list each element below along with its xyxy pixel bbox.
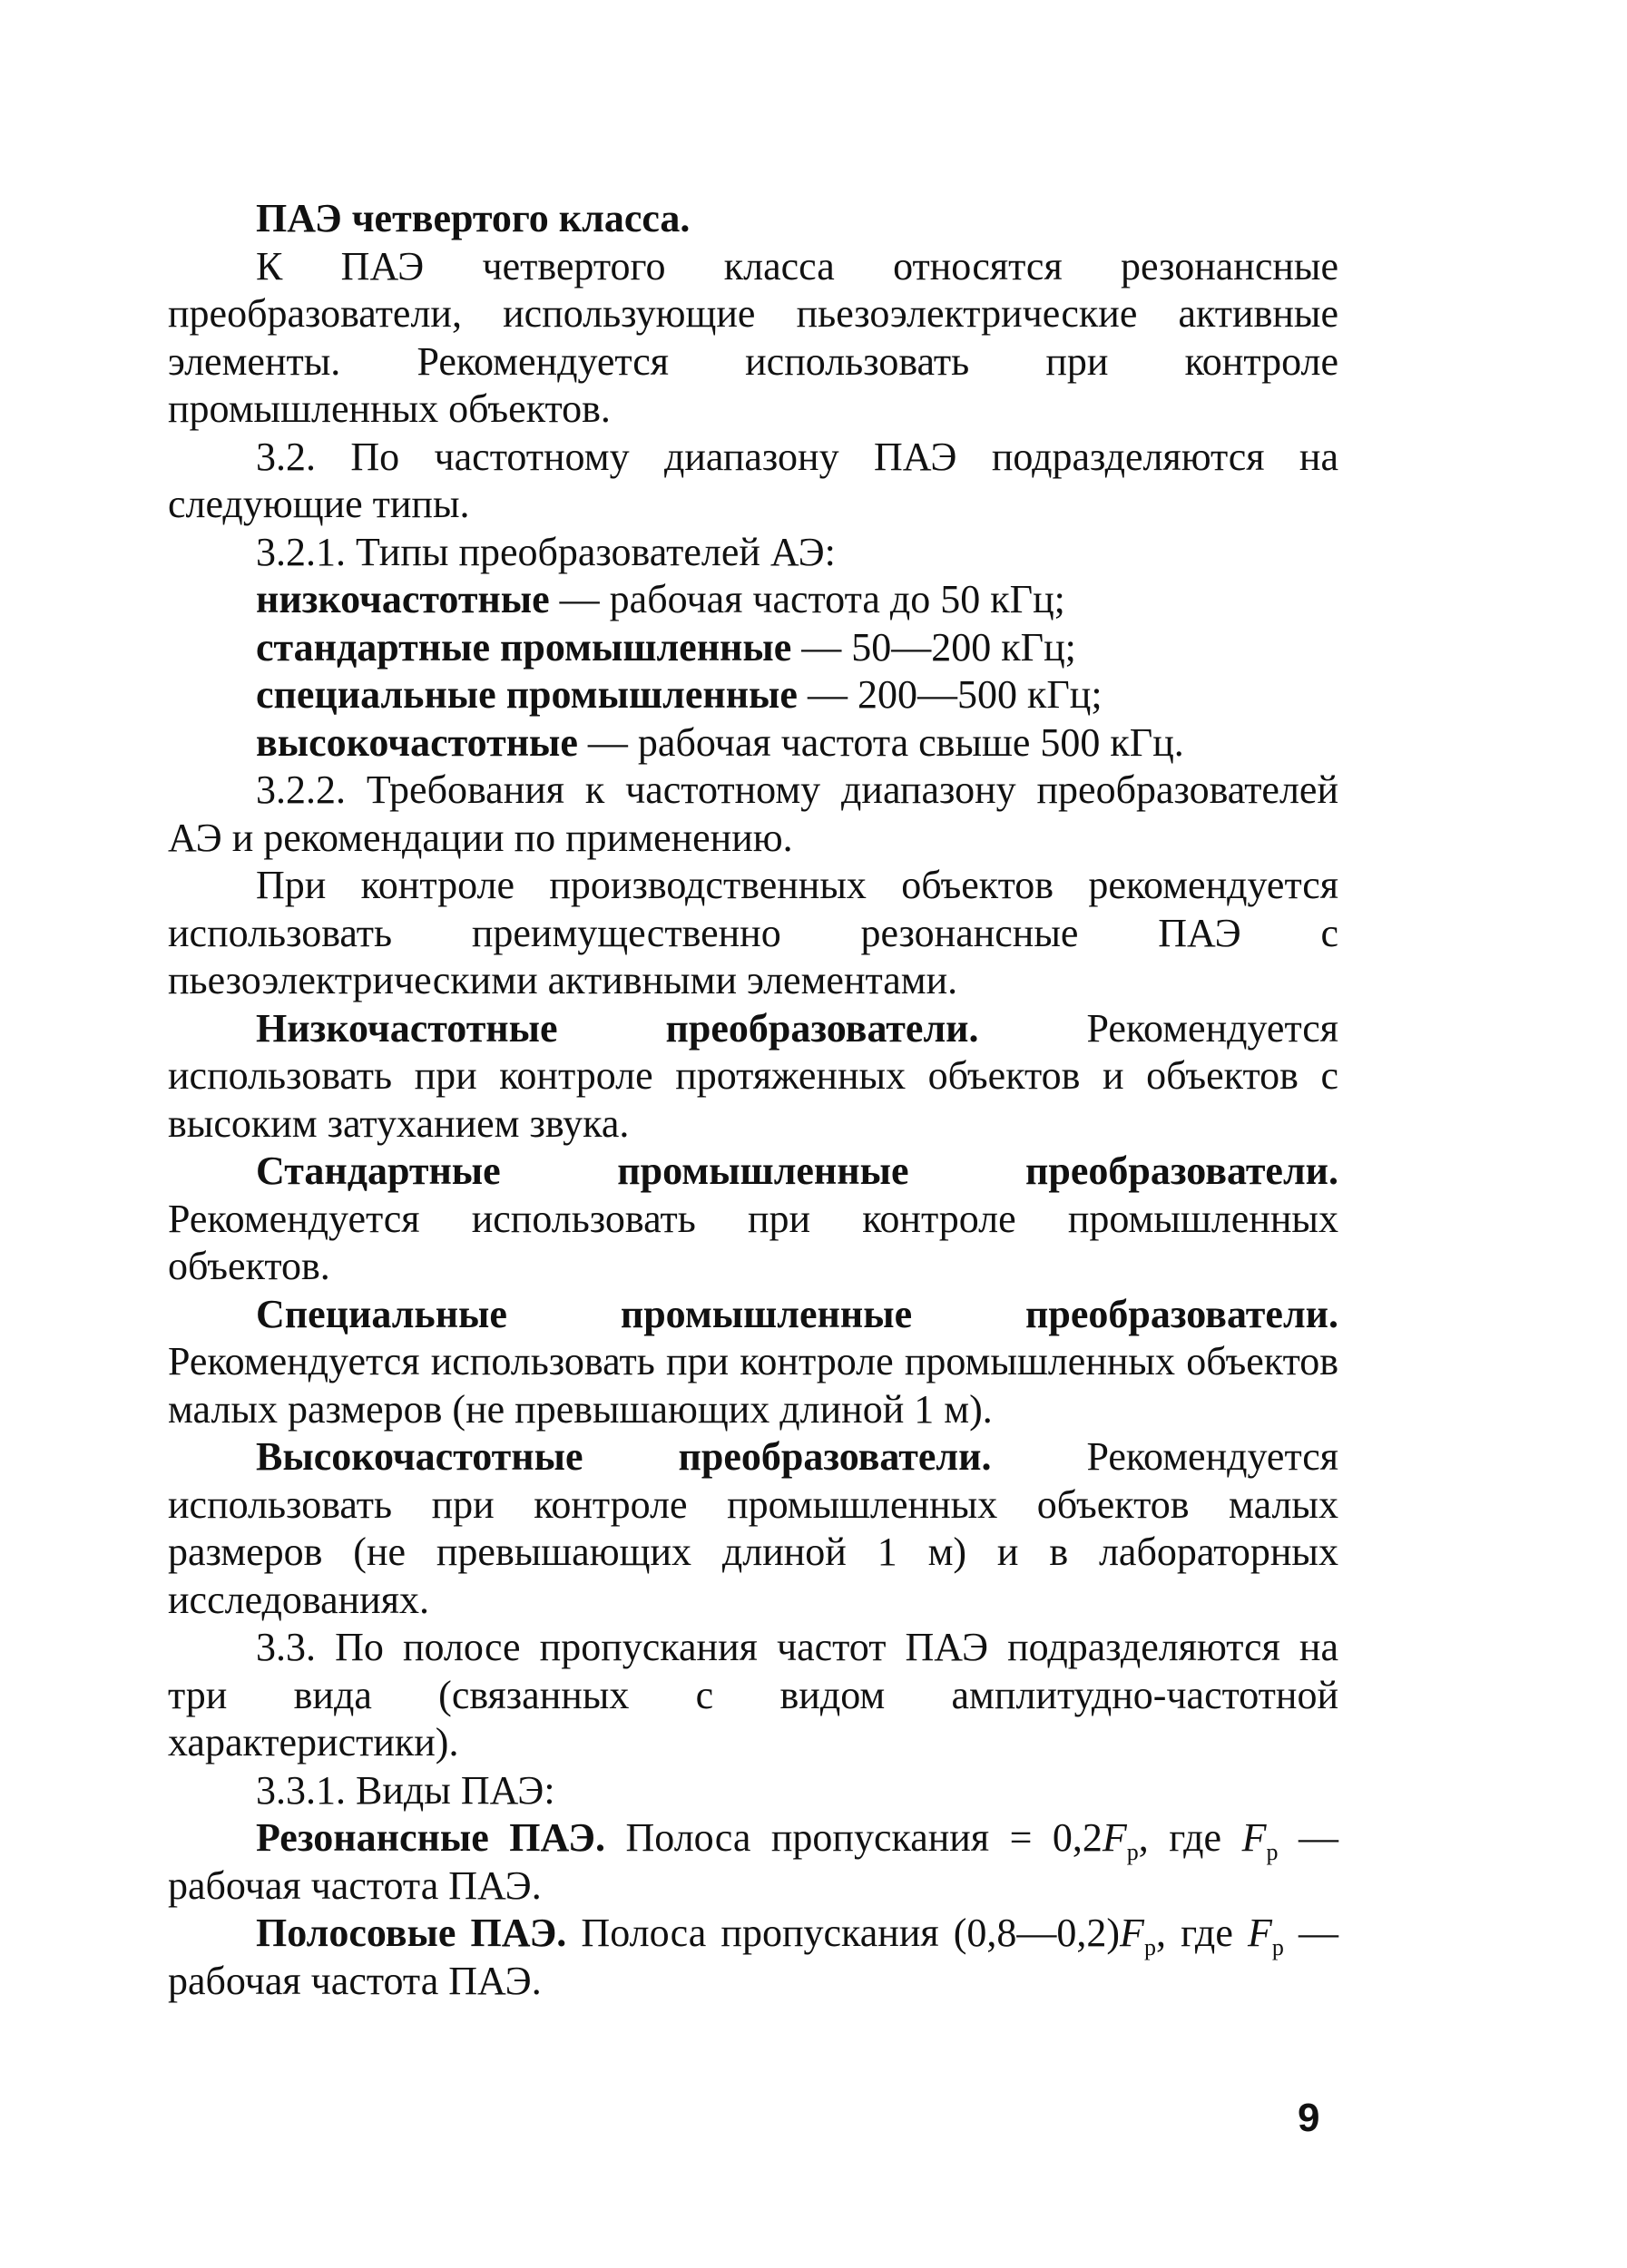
type-term: низкочастотные — [256, 577, 550, 621]
recommendation-term: Низкочастотные преобразователи. — [256, 1005, 979, 1051]
type-item — [168, 671, 1338, 719]
frequency-symbol: F — [1241, 1815, 1267, 1860]
frequency-subscript: р — [1266, 1839, 1279, 1865]
recommendation-desc: Рекомендуется использовать при контроле промышленных объектов. — [168, 1196, 1338, 1288]
paragraph-3-3-1: 3.3.1. Виды ПАЭ: — [256, 1767, 555, 1813]
frequency-symbol: F — [1120, 1911, 1144, 1955]
paragraph-control: При контроле производственных объектов рекомендуется использовать преимущественно резонансные ПАЭ с пьезоэлектрическими активными элементами. — [168, 863, 1338, 1002]
type-desc: — 50—200 кГц; — [791, 624, 1076, 670]
frequency-symbol: F — [1102, 1815, 1127, 1860]
type-desc: — 200—500 кГц; — [797, 672, 1103, 717]
band-text: Полоса пропускания (0,8—0,2) — [566, 1911, 1121, 1955]
resonant-text: , где — [1138, 1815, 1242, 1860]
type-item — [168, 576, 1338, 624]
section-heading: ПАЭ четвертого класса. — [256, 196, 691, 240]
frequency-subscript: р — [1271, 1934, 1284, 1960]
page-number: 9 — [1298, 2096, 1320, 2140]
recommendation-term: Стандартные промышленные преобразователи. — [256, 1149, 1338, 1193]
resonant-text: Полоса пропускания = 0,2 — [604, 1815, 1103, 1860]
paragraph-3-3: 3.3. По полосе пропускания частот ПАЭ подразделяются на три вида (связанных с видом амплитудно-частотной характеристики). — [168, 1625, 1338, 1765]
paragraph-class4: К ПАЭ четвертого класса относятся резонансные преобразователи, использующие пьезоэлектрические активные элементы. Рекомендуется использовать при контроле промышленных объектов. — [168, 243, 1338, 431]
recommendation-item — [168, 1433, 1338, 1624]
type-term: специальные промышленные — [256, 672, 798, 717]
band-pae-paragraph — [168, 1910, 1338, 2005]
type-term: высокочастотные — [256, 719, 578, 765]
paragraph-3-2-1: 3.2.1. Типы преобразователей АЭ: — [256, 529, 836, 574]
band-text: — рабочая частота ПАЭ. — [168, 1911, 1339, 2003]
resonant-pae-paragraph — [168, 1814, 1338, 1910]
resonant-text: — рабочая частота ПАЭ. — [168, 1815, 1339, 1908]
recommendation-desc: Рекомендуется использовать при контроле промышленных объектов малых размеров (не превышающих длиной 1 м). — [168, 1339, 1338, 1432]
frequency-subscript: р — [1143, 1934, 1156, 1960]
recommendation-term: Высокочастотные преобразователи. — [256, 1434, 992, 1479]
recommendation-item — [168, 1148, 1338, 1291]
type-item — [168, 624, 1338, 672]
resonant-term: Резонансные ПАЭ. — [256, 1815, 605, 1860]
type-desc: — рабочая частота свыше 500 кГц. — [577, 719, 1184, 765]
frequency-subscript: р — [1126, 1839, 1139, 1865]
recommendation-desc: Рекомендуется использовать при контроле протяженных объектов и объектов с высоким затуханием звука. — [168, 1005, 1338, 1146]
recommendation-item — [168, 1291, 1338, 1434]
type-term: стандартные промышленные — [256, 624, 792, 670]
type-item — [168, 719, 1338, 767]
recommendation-term: Специальные промышленные преобразователи. — [256, 1291, 1338, 1336]
page-content — [168, 195, 1338, 2005]
paragraph-3-2: 3.2. По частотному диапазону ПАЭ подразделяются на следующие типы. — [168, 434, 1338, 526]
band-text: , где — [1155, 1911, 1248, 1955]
recommendation-item — [168, 1005, 1338, 1149]
paragraph-3-2-2: 3.2.2. Требования к частотному диапазону преобразователей АЭ и рекомендации по применению. — [168, 767, 1338, 860]
type-desc: — рабочая частота до 50 кГц; — [549, 577, 1065, 621]
frequency-symbol: F — [1247, 1911, 1272, 1955]
band-term: Полосовые ПАЭ. — [256, 1911, 567, 1955]
recommendation-desc: Рекомендуется использовать при контроле промышленных объектов малых размеров (не превышающих длиной 1 м) и в лабораторных исследованиях. — [168, 1434, 1338, 1622]
